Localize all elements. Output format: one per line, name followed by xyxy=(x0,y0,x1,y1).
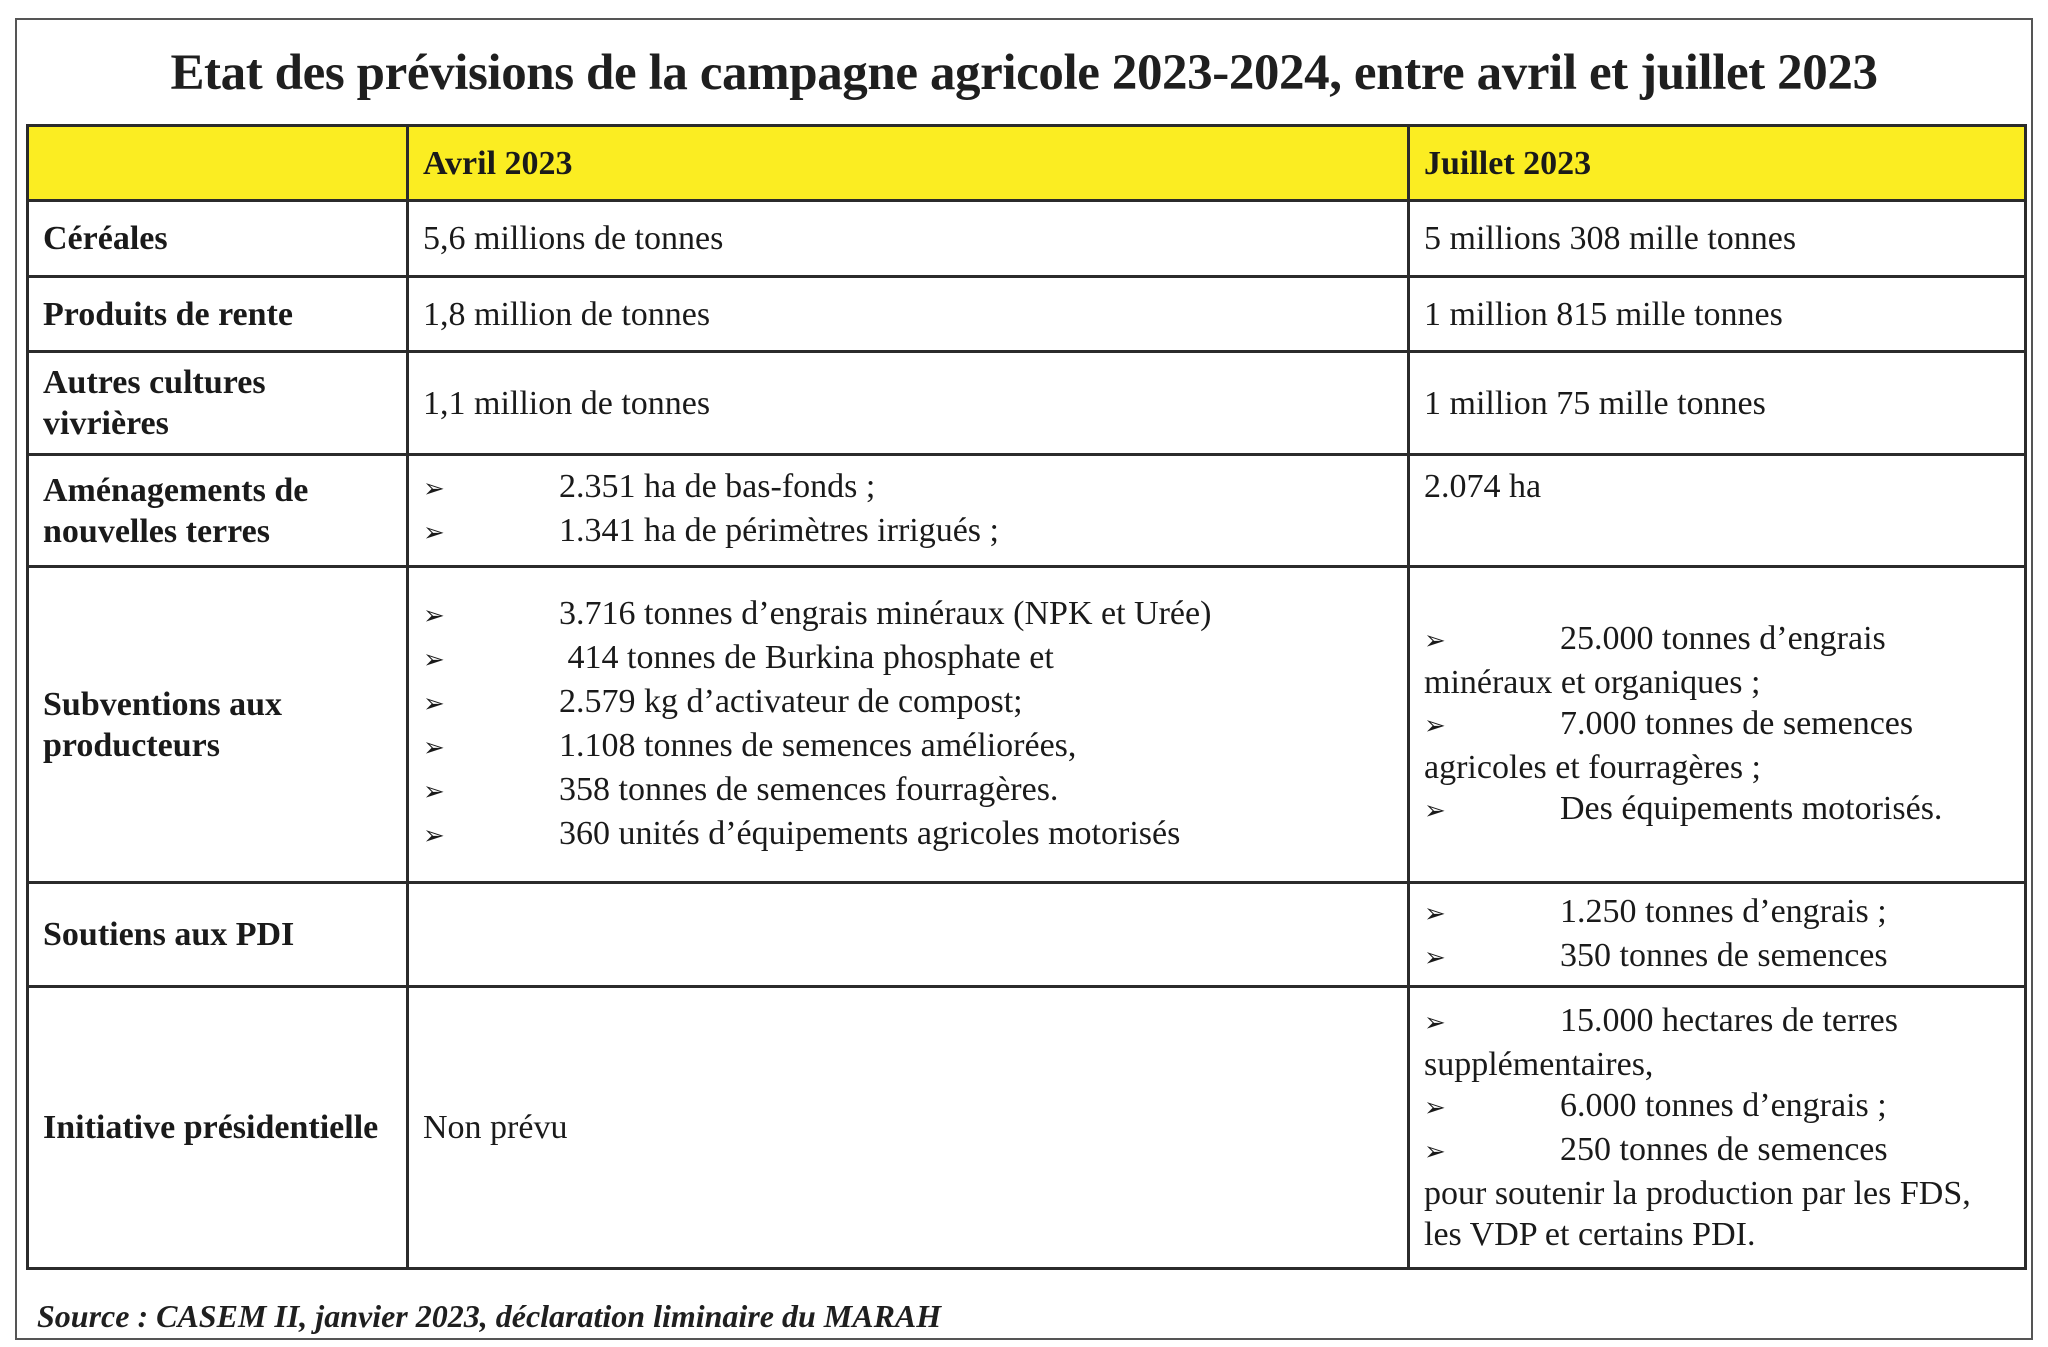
list-item xyxy=(1424,618,2010,662)
bullet-arrow-icon: ➢ xyxy=(423,820,445,851)
list-item-text: Des équipements motorisés. xyxy=(1560,789,1943,827)
table-row xyxy=(28,987,2026,1269)
list-item-continuation: supplémentaires, xyxy=(1424,1046,1654,1083)
cell-avril: 5,6 millions de tonnes xyxy=(408,201,1409,277)
list-item xyxy=(1424,788,2010,832)
list-item-text: 2.351 ha de bas-fonds ; xyxy=(559,468,876,505)
bullet-arrow-icon: ➢ xyxy=(1424,710,1446,741)
bullet-arrow-icon: ➢ xyxy=(423,600,445,631)
bullet-arrow-icon: ➢ xyxy=(1424,625,1446,656)
cell-avril: 1,8 million de tonnes xyxy=(408,277,1409,352)
list-item xyxy=(423,510,1393,554)
cell-avril-list xyxy=(408,455,1409,567)
bullet-arrow-icon: ➢ xyxy=(423,644,445,675)
list-item xyxy=(423,813,1393,857)
cell-juillet-list xyxy=(1409,883,2026,987)
list-item xyxy=(1424,1129,2010,1173)
bullet-arrow-icon: ➢ xyxy=(423,518,445,548)
list-item-text: 1.341 ha de périmètres irrigués ; xyxy=(559,512,999,549)
cell-juillet: 1 million 815 mille tonnes xyxy=(1409,277,2026,352)
list-item xyxy=(423,593,1393,637)
list-item-text: 1.250 tonnes d’engrais ; xyxy=(1560,892,1887,930)
bullet-arrow-icon: ➢ xyxy=(1424,942,1446,973)
document-title: Etat des prévisions de la campagne agricole 2023-2024, entre avril et juillet 2023 xyxy=(170,45,1878,101)
list-item xyxy=(1424,935,2010,979)
row-label: Initiative présidentielle xyxy=(28,987,408,1269)
list-item-text: 3.716 tonnes d’engrais minéraux (NPK et Urée) xyxy=(559,594,1212,632)
list-item xyxy=(423,637,1393,681)
bullet-arrow-icon: ➢ xyxy=(1424,1137,1446,1167)
list-item-continuation: agricoles et fourragères ; xyxy=(1424,748,1761,786)
list-item-continuation: pour soutenir la production par les FDS, les VDP et certains PDI. xyxy=(1424,1175,1971,1253)
row-label: Subventions aux producteurs xyxy=(28,567,408,883)
list-item xyxy=(423,681,1393,725)
bullet-arrow-icon: ➢ xyxy=(423,732,445,763)
list-item xyxy=(423,769,1393,813)
table-row xyxy=(28,352,2026,455)
cell-juillet: 5 millions 308 mille tonnes xyxy=(1409,201,2026,277)
cell-avril: 1,1 million de tonnes xyxy=(408,352,1409,455)
list-item-text: 15.000 hectares de terres xyxy=(1560,1002,1898,1039)
row-label: Autres cultures vivrières xyxy=(28,352,408,455)
bullet-arrow-icon: ➢ xyxy=(1424,898,1446,929)
cell-avril: Non prévu xyxy=(408,987,1409,1269)
document-frame xyxy=(15,18,2033,1340)
bullet-arrow-icon: ➢ xyxy=(423,776,445,807)
cell-juillet: 1 million 75 mille tonnes xyxy=(1409,352,2026,455)
list-item-text: 6.000 tonnes d’engrais ; xyxy=(1560,1087,1887,1124)
header-avril: Avril 2023 xyxy=(408,126,1409,201)
source-caption: Source : CASEM II, janvier 2023, déclaration liminaire du MARAH xyxy=(37,1298,942,1334)
row-label: Soutiens aux PDI xyxy=(28,883,408,987)
table-row xyxy=(28,201,2026,277)
list-item-text: 360 unités d’équipements agricoles motorisés xyxy=(559,814,1181,852)
cell-juillet: 2.074 ha xyxy=(1409,455,2026,567)
list-item xyxy=(1424,891,2010,935)
table-row xyxy=(28,277,2026,352)
cell-juillet-list xyxy=(1409,987,2026,1269)
list-item-text: 7.000 tonnes de semences xyxy=(1560,704,1914,742)
list-item xyxy=(423,466,1393,510)
list-item-text: 1.108 tonnes de semences améliorées, xyxy=(559,726,1077,764)
list-item-continuation: minéraux et organiques ; xyxy=(1424,663,1761,701)
table-row xyxy=(28,455,2026,567)
bullet-arrow-icon: ➢ xyxy=(423,474,445,504)
bullet-arrow-icon: ➢ xyxy=(1424,1008,1446,1038)
table-header-row xyxy=(28,126,2026,201)
row-label: Aménagements de nouvelles terres xyxy=(28,455,408,567)
cell-avril xyxy=(408,883,1409,987)
list-item-text: 2.579 kg d’activateur de compost; xyxy=(559,682,1023,720)
list-item-text: 414 tonnes de Burkina phosphate et xyxy=(559,638,1054,676)
table-row xyxy=(28,567,2026,883)
bullet-arrow-icon: ➢ xyxy=(1424,795,1446,826)
list-item-text: 25.000 tonnes d’engrais xyxy=(1560,619,1886,657)
list-item xyxy=(423,725,1393,769)
list-item xyxy=(1424,1000,2010,1044)
list-item-text: 358 tonnes de semences fourragères. xyxy=(559,770,1059,808)
header-empty-cell xyxy=(28,126,408,201)
row-label: Produits de rente xyxy=(28,277,408,352)
forecast-table xyxy=(26,124,2027,1270)
cell-avril-list xyxy=(408,567,1409,883)
cell-juillet-list xyxy=(1409,567,2026,883)
header-juillet: Juillet 2023 xyxy=(1409,126,2026,201)
list-item xyxy=(1424,703,2010,747)
bullet-arrow-icon: ➢ xyxy=(1424,1093,1446,1123)
list-item-text: 350 tonnes de semences xyxy=(1560,936,1888,974)
list-item xyxy=(1424,1085,2010,1129)
table-row xyxy=(28,883,2026,987)
bullet-arrow-icon: ➢ xyxy=(423,688,445,719)
row-label: Céréales xyxy=(28,201,408,277)
list-item-text: 250 tonnes de semences xyxy=(1560,1131,1888,1168)
